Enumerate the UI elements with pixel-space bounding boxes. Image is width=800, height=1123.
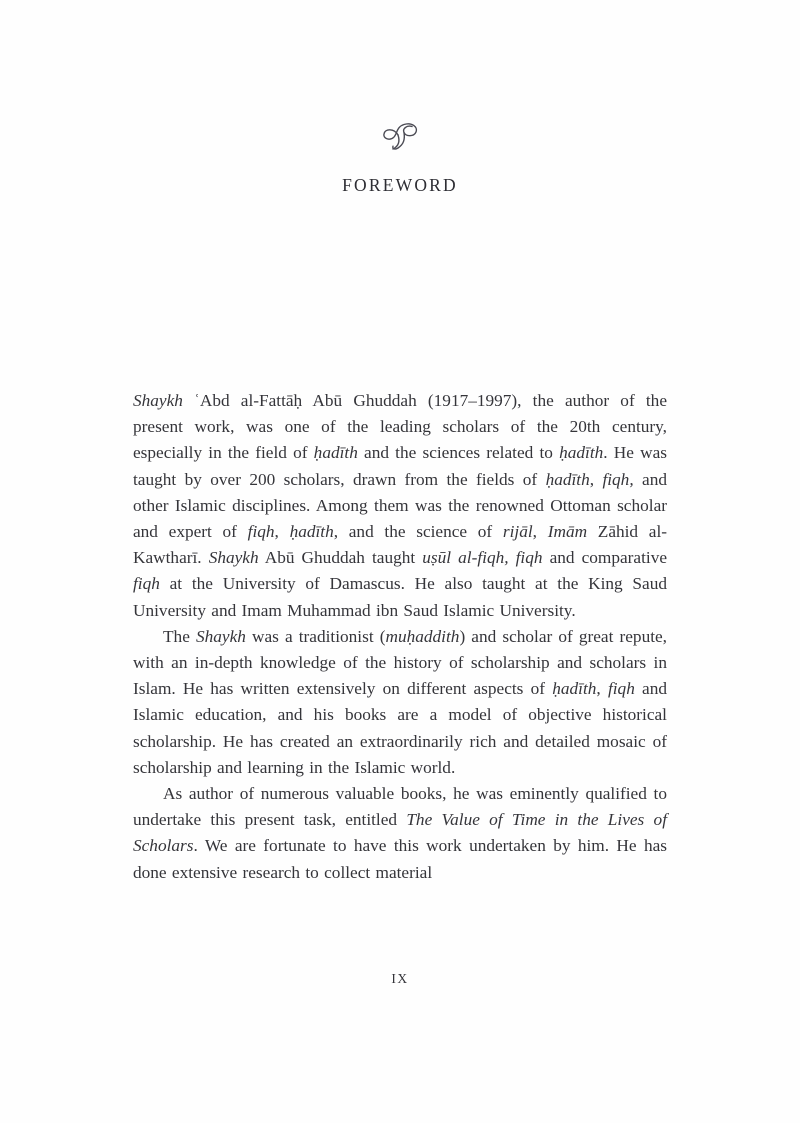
text-run: at the University of Damascus. He also taught at the King Saud University and Imam Muhammad ibn Saud Islamic University. [133, 574, 667, 620]
text-run: was a traditionist ( [245, 626, 386, 646]
text-run: Zāhid al-Kawtharī. [133, 522, 668, 568]
paragraph [133, 388, 667, 624]
italic-text-run: The Value of Time in the Lives of Scholars [133, 810, 667, 856]
foreword-paragraphs [133, 388, 667, 886]
italic-text-run: Shaykh [133, 391, 183, 410]
italic-text-run: ḥadīth [313, 443, 358, 463]
italic-text-run: ḥadīth [289, 522, 334, 542]
italic-text-run: Shaykh [208, 548, 259, 568]
italic-text-run: ḥadīth [559, 443, 604, 463]
text-run: . We are fortunate to have this work undertaken by him. He has done extensive research to collect material [133, 836, 667, 882]
paragraph [133, 624, 667, 781]
italic-text-run: rijāl [502, 522, 533, 542]
text-run: ʿAbd al-Fattāḥ Abū Ghuddah (1917–1997), the author of the present work, was one of the leading scholars of the 20th century, especially in the field of [133, 391, 667, 463]
italic-text-run: ḥadīth [545, 469, 590, 489]
italic-text-run: fiqh, [602, 469, 634, 489]
text-run: ) and scholar of great repute, with an in-depth knowledge of the history of scholarship and scholars in Islam. He has written extensively on different aspects of [133, 626, 668, 699]
ornament-container [0, 118, 800, 159]
text-run: and the sciences related to [357, 443, 560, 463]
italic-text-run: ḥadīth [552, 679, 597, 699]
text-run: and other Islamic disciplines. Among them was the renowned Ottoman scholar and expert of [133, 469, 667, 542]
text-run: , [596, 679, 608, 699]
text-run: , [274, 522, 290, 542]
page-number: IX [391, 971, 409, 986]
calligraphic-flourish-icon [376, 118, 424, 154]
text-run: As author of numerous valuable books, he was eminently qualified to undertake this present task, entitled [133, 784, 667, 830]
paragraph [133, 781, 667, 886]
italic-text-run: uṣūl al-fiqh, fiqh [422, 548, 543, 568]
text-run: The [163, 626, 196, 646]
text-run: , and the science of [333, 522, 503, 542]
italic-text-run: fiqh [133, 574, 160, 594]
italic-text-run: Shaykh [195, 626, 246, 646]
text-run: and comparative [542, 548, 668, 568]
italic-text-run: muḥaddith [385, 626, 460, 646]
text-run: , [589, 469, 603, 489]
text-run: , [532, 522, 548, 542]
italic-text-run: fiqh [607, 679, 635, 699]
italic-text-run: fiqh [247, 522, 275, 542]
text-run: . He was taught by over 200 scholars, drawn from the fields of [133, 443, 667, 489]
page-title: FOREWORD [342, 174, 458, 195]
italic-text-run: Imām [547, 522, 588, 542]
text-run: Abū Ghuddah taught [258, 548, 423, 568]
text-run: and Islamic education, and his books are a model of objective historical scholarship. He has created an extraordinarily rich and detailed mosaic of scholarship and learning in the Islamic world. [133, 679, 668, 777]
